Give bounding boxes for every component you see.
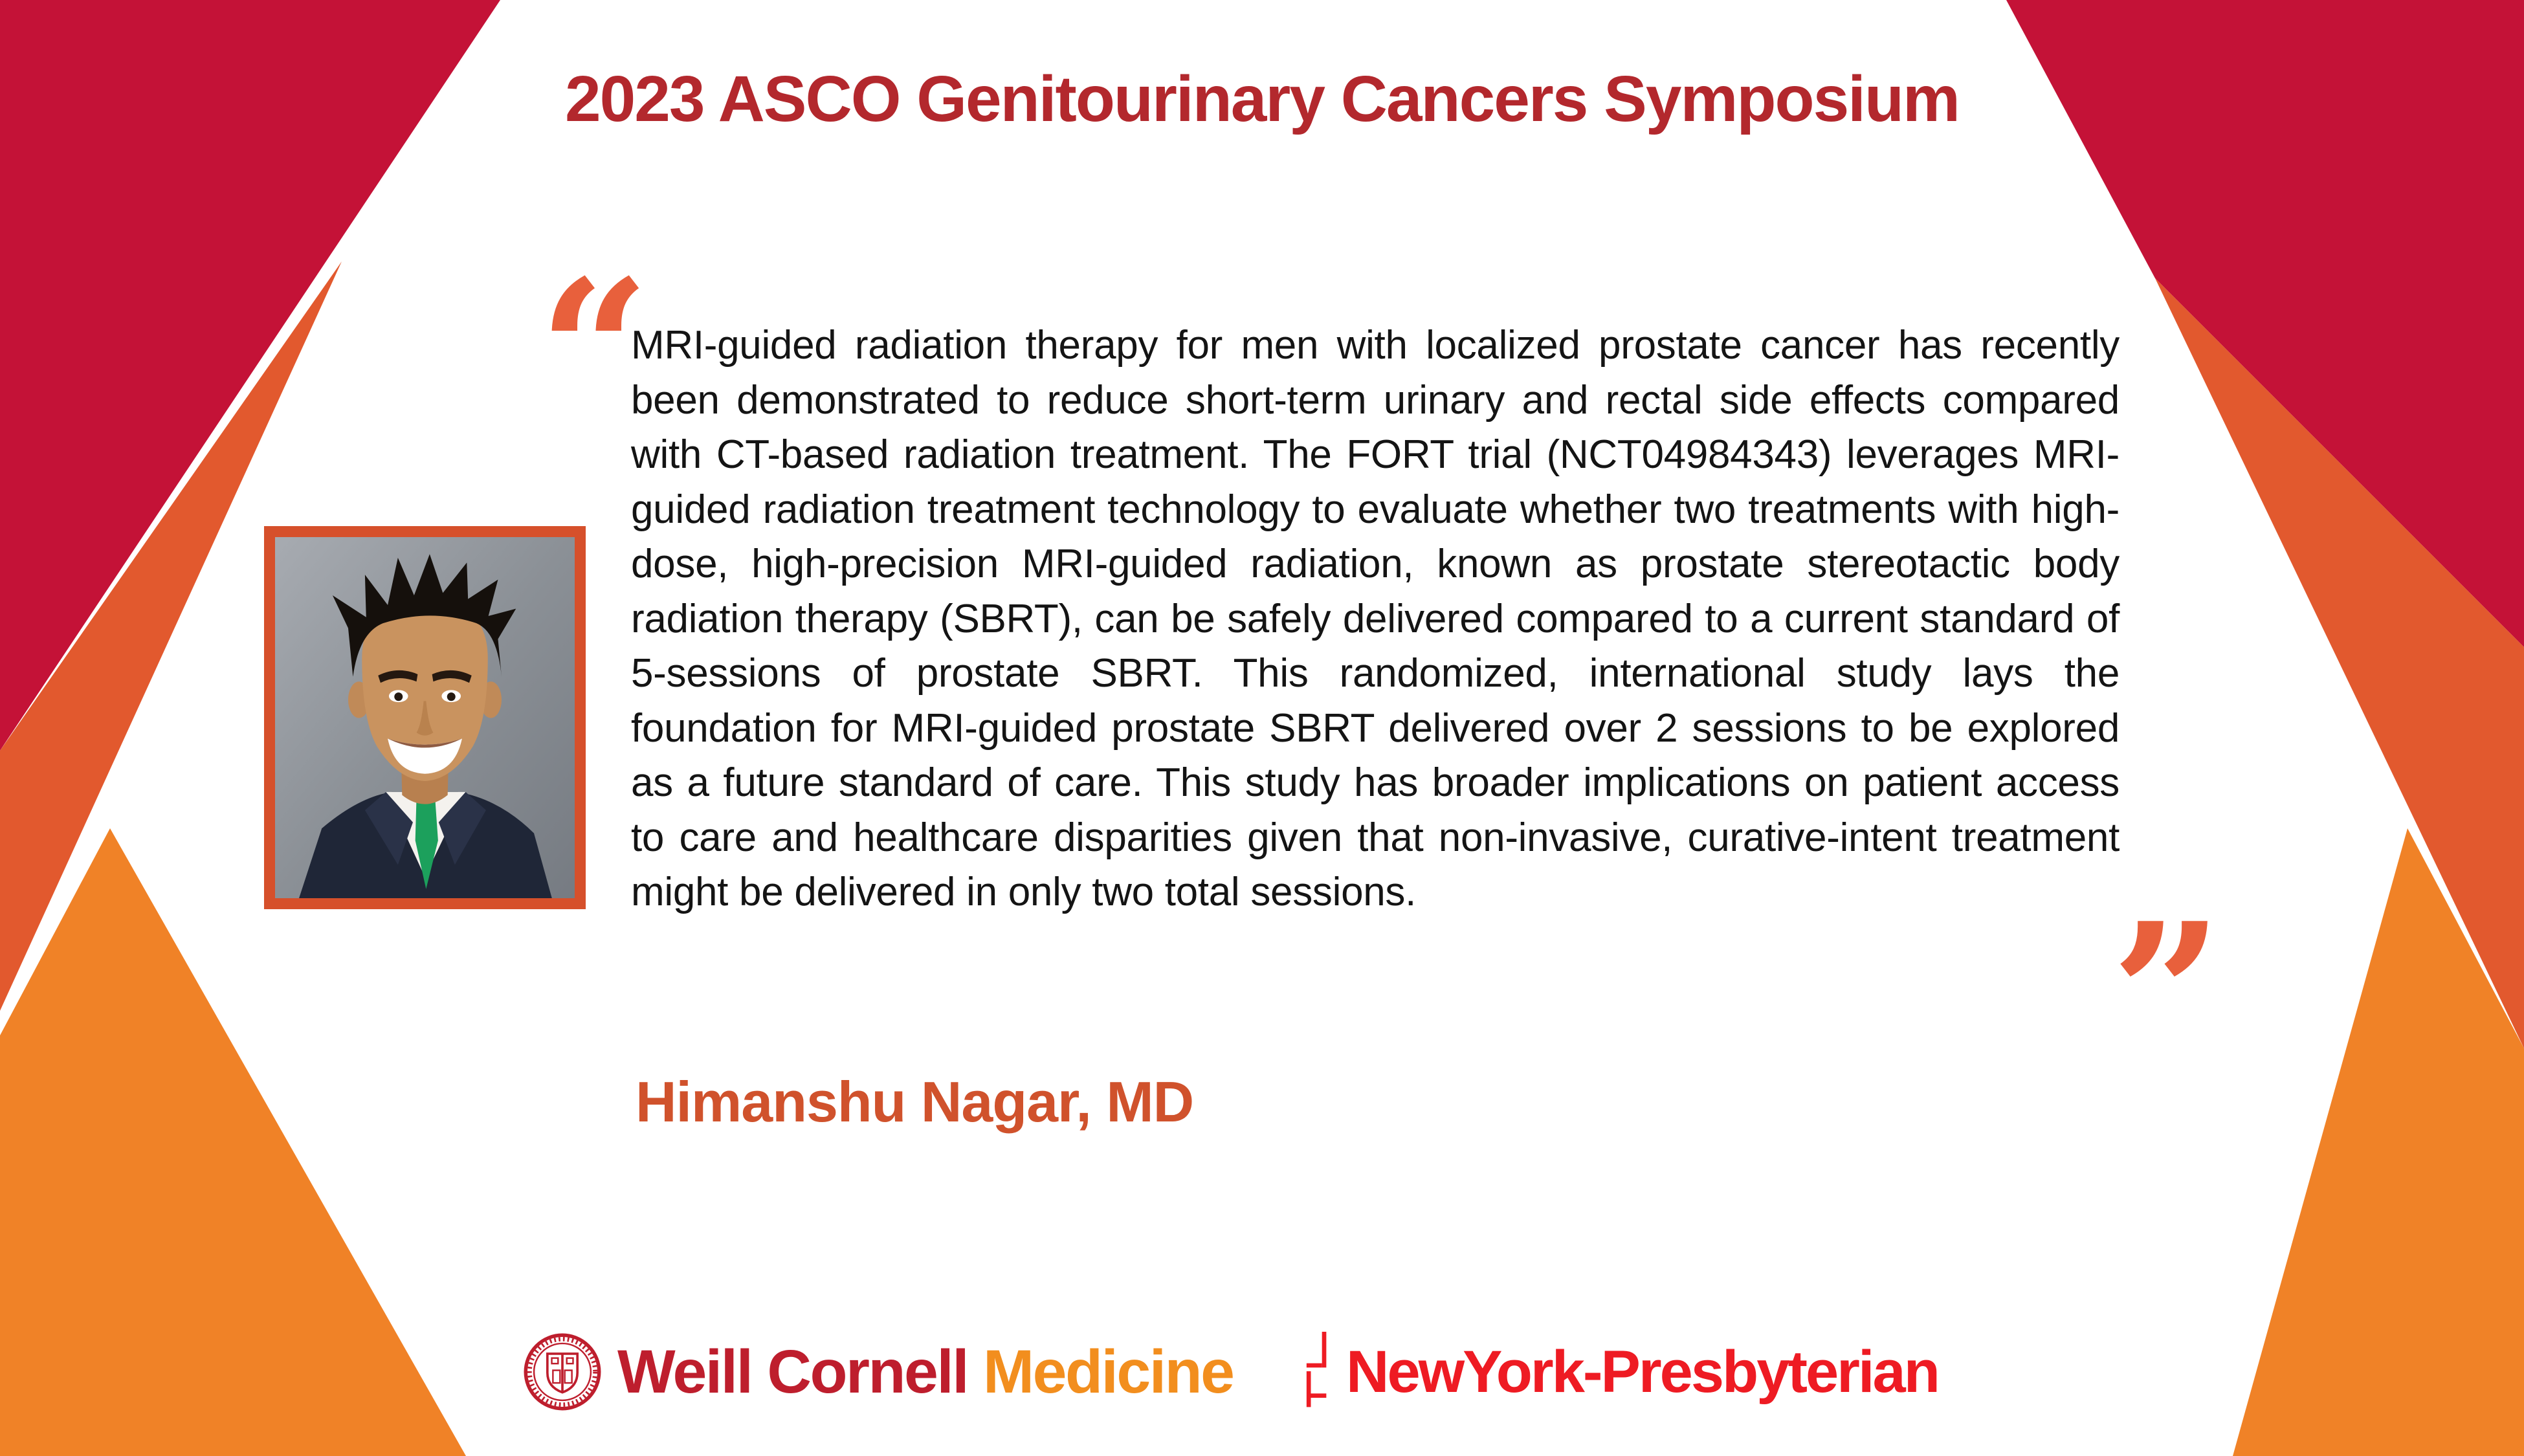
open-quote-icon: “ xyxy=(538,264,650,413)
wcm-logo xyxy=(523,1325,1234,1418)
headshot-photo xyxy=(264,526,586,909)
nyp-mark-icon xyxy=(1306,1332,1329,1412)
nyp-wordmark: NewYork-Presbyterian xyxy=(1346,1338,1938,1405)
close-quote-icon: ” xyxy=(2111,907,2223,1056)
headshot-illustration xyxy=(275,537,575,898)
attribution-name: Himanshu Nagar, MD xyxy=(636,1070,1194,1134)
wcm-wordmark-secondary: Medicine xyxy=(983,1337,1234,1406)
nyp-logo xyxy=(1306,1325,1938,1418)
quote-text: MRI-guided radiation therapy for men with localized prostate cancer has recently been demonstrated to reduce short-term urinary and rectal side effects compared with CT-based radiation treatment. The FORT trial (NCT04984343) leverages MRI-guided radiation treatment technology to evaluate whether two treatments with high-dose, high-precision MRI-guided radiation, known as prostate stereotactic body radiation therapy (SBRT), can be safely delivered compared to a current standard of 5-sessions of prostate SBRT. This randomized, international study lays the foundation for MRI-guided prostate SBRT delivered over 2 sessions to be explored as a future standard of care. This study has broader implications on patient access to care and healthcare disparities given that non-invasive, curative-intent treatment might be delivered in only two total sessions. xyxy=(631,323,2120,914)
wcm-seal-icon xyxy=(523,1332,602,1411)
page-title: 2023 ASCO Genitourinary Cancers Symposium xyxy=(565,63,1959,135)
wcm-wordmark-primary: Weill Cornell xyxy=(617,1337,984,1406)
